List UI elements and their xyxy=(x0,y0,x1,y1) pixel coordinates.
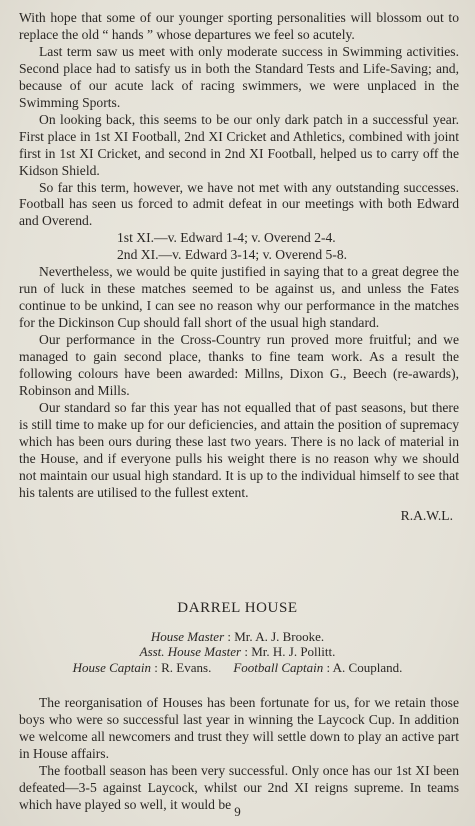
paragraph: Our standard so far this year has not equalled that of past seasons, but there is still time to make up for our deficiencies, and attain the position of supremacy which has been ours during these last two years. There is no lack of material in the House, and if everyone pulls his weight there is no reason why we should not maintain our usual high standard. It is up to the individual himself to see that his talents are utilised to the fullest extent. xyxy=(19,399,459,500)
paragraph: The reorganisation of Houses has been fortunate for us, for we retain those boys who were so successful last year in winning the Laycock Cup. In addition we welcome all newcomers and trust they will settle down to play an active part in House affairs. xyxy=(19,695,459,761)
page-number: 9 xyxy=(234,804,241,819)
asst-master-name: : Mr. H. J. Pollitt. xyxy=(244,644,336,660)
captains-line xyxy=(0,660,475,675)
paragraph: With hope that some of our younger sporting personalities will blossom out to replace the old “ hands ” whose departures we feel so acutely. xyxy=(19,10,459,42)
report-column xyxy=(19,10,459,525)
section-heading: DARREL HOUSE xyxy=(177,600,298,616)
author-signature: R.A.W.L. xyxy=(400,507,453,523)
paragraph: Our performance in the Cross-Country run proved more fruitful; and we managed to gain second place, thanks to fine team work. As a result the following colours have been awarded: Millns, Dixon G., Beech (re-awards), Robinson and Mills. xyxy=(19,332,459,398)
paragraph: On looking back, this seems to be our only dark patch in a successful year. First place in 1st XI Football, 2nd XI Cricket and Athletics, combined with joint first in 1st XI Cricket, and second in 2nd XI Football, helped us to carry off the Kidson Shield. xyxy=(19,111,459,178)
paragraph: Nevertheless, we would be quite justified in saying that to a great degree the run of luck in these matches seemed to be against us, and unless the Fates continue to be unkind, I can see no reason why our performance in the matches for the Dickinson Cup should fall short of the usual high standard. xyxy=(19,264,459,331)
result-line-2nd-xi: 2nd XI.—v. Edward 3-14; v. Overend 5-8. xyxy=(117,247,348,263)
house-officers xyxy=(0,629,475,675)
house-captain-name: : R. Evans. xyxy=(154,659,212,675)
house-master-line xyxy=(0,629,475,644)
house-master-role: House Master xyxy=(150,629,225,644)
asst-master-role: Asst. House Master xyxy=(139,644,242,660)
paragraph: Last term saw us meet with only moderate success in Swimming activities. Second place had to satisfy us in both the Standard Tests and Life-Saving; and, because of our acute lack of racing swimmers, we were unplaced in the Swimming Sports. xyxy=(19,43,459,110)
football-captain-name: : A. Coupland. xyxy=(326,659,403,675)
football-captain-role: Football Captain xyxy=(233,659,324,675)
asst-master-line xyxy=(0,644,475,659)
result-line-1st-xi: 1st XI.—v. Edward 1-4; v. Overend 2-4. xyxy=(117,230,336,246)
paragraph: The football season has been very successful. Only once has our 1st XI been defeated—3-5 against Laycock, whilst our 2nd XI reigns supreme. In teams which have played so well, it would be xyxy=(19,762,459,812)
house-captain-role: House Captain xyxy=(72,659,152,675)
house-report-column xyxy=(19,695,459,814)
house-master-name: : Mr. A. J. Brooke. xyxy=(227,629,325,644)
paragraph: So far this term, however, we have not met with any outstanding successes. Football has seen us forced to admit defeat in our meetings with both Edward and Overend. xyxy=(19,179,459,229)
